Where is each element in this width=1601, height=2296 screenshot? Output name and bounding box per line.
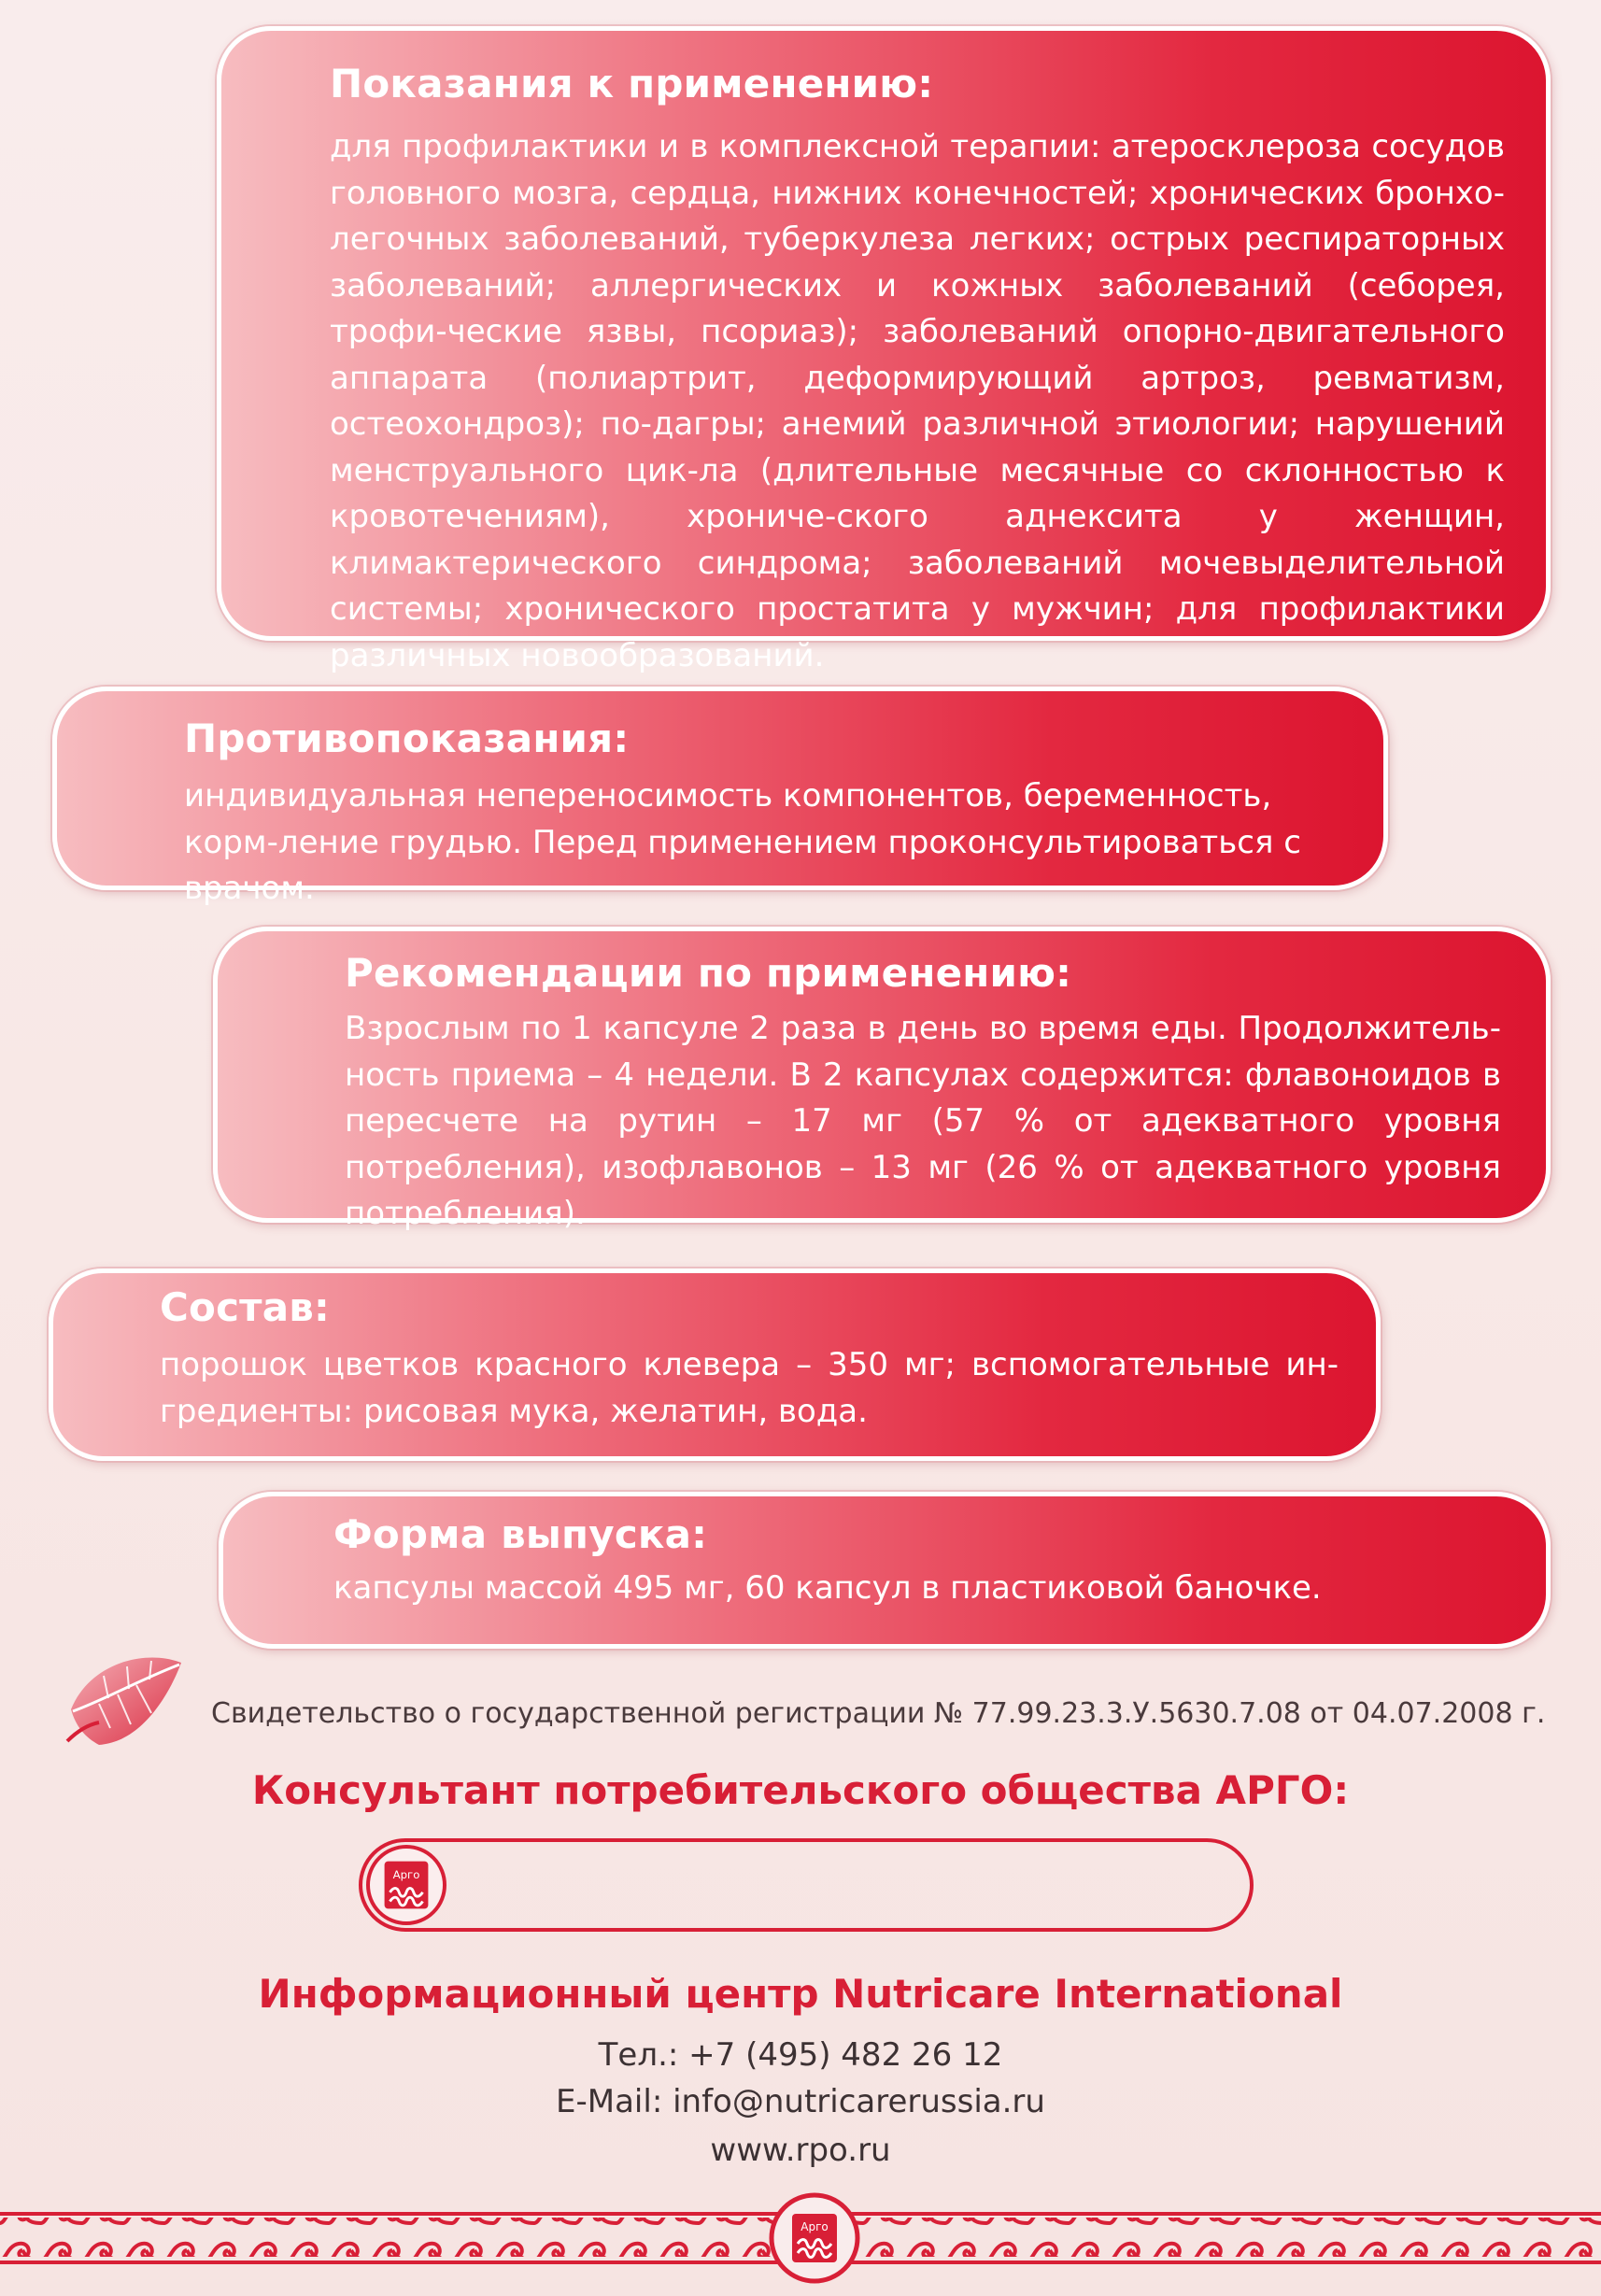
recommendations-panel — [213, 927, 1551, 1233]
website-link[interactable]: www.rpo.ru — [710, 2132, 891, 2169]
registration-certificate: Свидетельство о государственной регистрации № 77.99.23.3.У.5630.7.08 от 04.07.2008 г. — [211, 1697, 1546, 1730]
indications-panel — [217, 26, 1551, 674]
argo-logo-text: Арго — [392, 1868, 420, 1882]
contraindications-panel — [52, 687, 1388, 908]
consultant-title: Консультант потребительского общества АРГО: — [251, 1767, 1350, 1813]
greek-wave-border — [0, 2195, 1601, 2289]
consultant-field — [359, 1838, 1254, 1932]
argo-logo-icon — [366, 1845, 446, 1925]
indications-text: для профилактики и в комплексной терапии: атеросклероза сосудов головного мозга, сердца, нижних конечностей; хронических бронхо-легочных заболеваний, туберкулеза легких; острых респираторных заболеваний; аллергических и кожных заболеваний (себорея, трофи-ческие язвы, псориаз); заболеваний опорно-двигательного аппарата (полиартрит, деформирующий артроз, ревматизм, остеохондроз); по-дагры; анемий различной этиологии; нарушений менструального цик-ла (длительные месячные со склонностью к кровотечениям), хрониче-ского аднексита у женщин, климактерического синдрома; заболеваний мочевыделительной системы; хронического простатита у мужчин; для профилактики различных новообразований. — [330, 128, 1505, 674]
release-form-panel — [219, 1492, 1551, 1649]
recommendations-text: Взрослым по 1 капсуле 2 раза в день во время еды. Продолжитель-ность приема – 4 недели. В 2 капсулах содержится: флавоноидов в пересчете на рутин – 17 мг (57 % от адекватного уровня потребления), изофлавонов – 13 мг (26 % от адекватного уровня потребления). — [345, 1010, 1501, 1233]
composition-title: Состав: — [160, 1284, 331, 1330]
indications-title: Показания к применению: — [330, 61, 934, 106]
info-center-title: Информационный центр Nutricare International — [258, 1971, 1343, 2017]
contraindications-text: индивидуальная непереносимость компонентов, беременность, корм-ление грудью. Перед применением проконсультироваться с врачом. — [184, 777, 1301, 908]
email-address: E-Mail: info@nutricarerussia.ru — [556, 2083, 1045, 2120]
composition-panel — [49, 1268, 1381, 1461]
contraindications-title: Противопоказания: — [184, 716, 630, 761]
leaf-icon — [62, 1644, 183, 1756]
phone-number: Тел.: +7 (495) 482 26 12 — [598, 2036, 1003, 2074]
composition-text: порошок цветков красного клевера – 350 мг; вспомогательные ин-гредиенты: рисовая мука, желатин, вода. — [160, 1346, 1339, 1430]
border-logo-text: Арго — [800, 2220, 829, 2233]
release-form-title: Форма выпуска: — [333, 1511, 708, 1557]
recommendations-title: Рекомендации по применению: — [345, 950, 1072, 996]
release-form-text: капсулы массой 495 мг, 60 капсул в пластиковой баночке. — [333, 1569, 1322, 1608]
